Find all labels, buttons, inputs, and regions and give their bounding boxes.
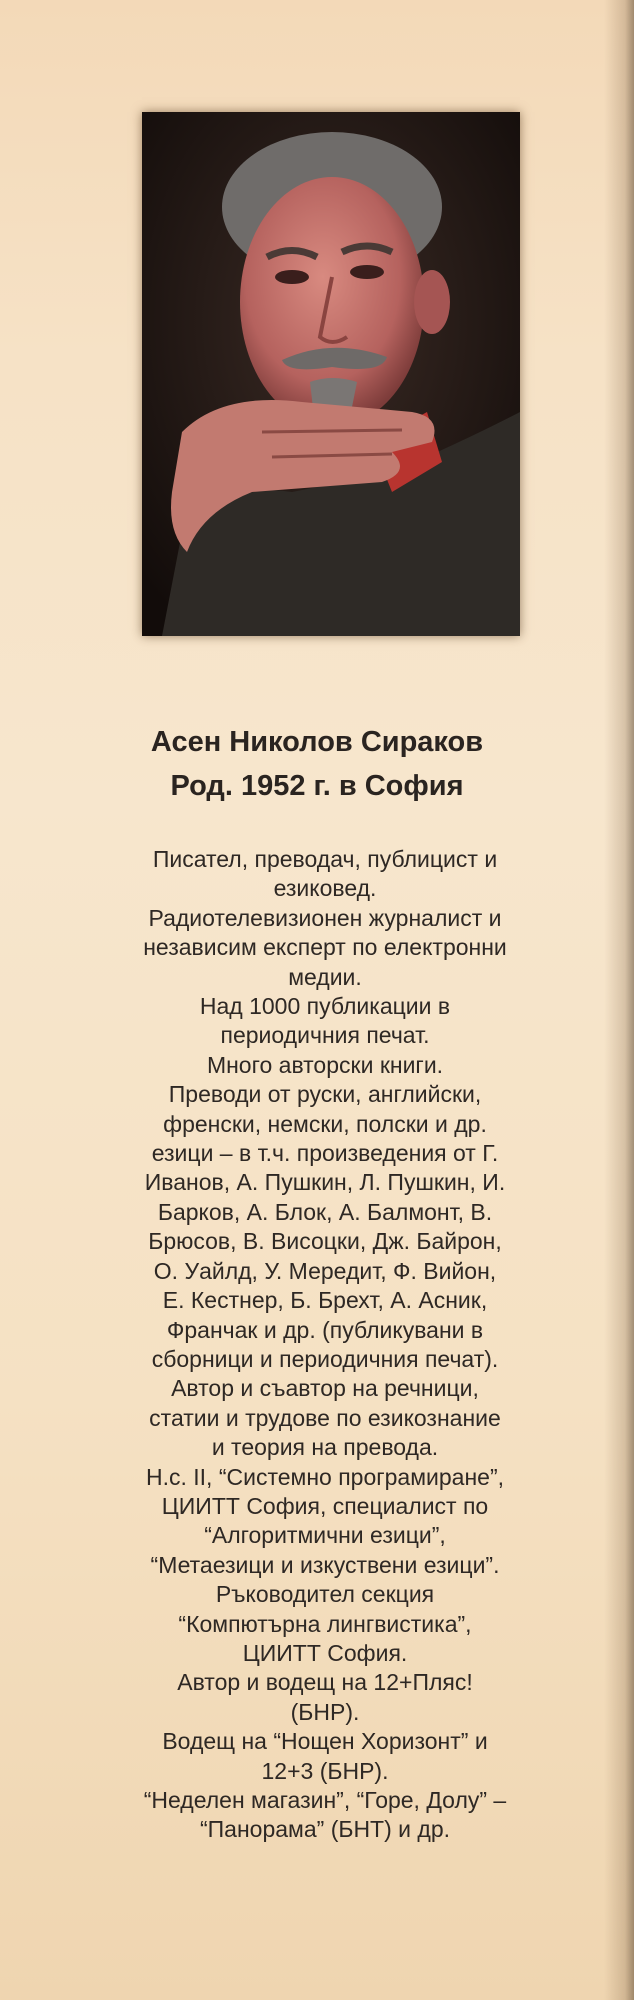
bio-line: “Неделен магазин”, “Горе, Долу” – xyxy=(143,1787,507,1813)
author-birth-info: Род. 1952 г. в София xyxy=(170,770,464,802)
bio-line: Радиотелевизионен журналист и xyxy=(148,904,502,931)
bio-line: “Метаезици и изкуствени езици”. xyxy=(150,1551,500,1578)
author-name: Асен Николов Сираков xyxy=(150,726,484,758)
page-edge-shadow xyxy=(604,0,634,2000)
bio-line: Франчак и др. (публикувани в xyxy=(166,1316,484,1343)
bio-line: езици – в т.ч. произведения от Г. xyxy=(151,1140,499,1167)
bio-line: ЦИИТТ София. xyxy=(242,1639,408,1666)
bio-line: Преводи от руски, английски, xyxy=(168,1081,482,1108)
bio-line: периодичния печат. xyxy=(220,1022,430,1049)
bio-line: (БНР). xyxy=(290,1698,360,1725)
bio-line: “Панорама” (БНТ) и др. xyxy=(199,1816,450,1843)
bio-line: Автор и съавтор на речници, xyxy=(171,1375,479,1402)
bio-line: медии. xyxy=(288,963,362,990)
author-portrait-photo xyxy=(142,112,520,636)
bio-line: Водещ на “Нощен Хоризонт” и xyxy=(162,1728,488,1755)
bio-line: Н.с. II, “Системно програмиране”, xyxy=(145,1463,505,1490)
bio-line: статии и трудове по езикознание xyxy=(149,1404,501,1431)
bio-line: езиковед. xyxy=(273,875,377,902)
bio-line: независим експерт по електронни xyxy=(143,934,507,961)
bio-line: Писател, преводач, публицист и xyxy=(152,846,498,872)
bio-line: О. Уайлд, У. Мередит, Ф. Вийон, xyxy=(153,1257,497,1284)
bio-line: френски, немски, полски и др. xyxy=(163,1110,487,1137)
portrait-image xyxy=(142,112,520,636)
bio-line: сборници и периодичния печат). xyxy=(151,1345,499,1372)
bio-line: ЦИИТТ София, специалист по xyxy=(161,1492,489,1519)
bio-line: 12+3 (БНР). xyxy=(261,1757,389,1784)
bio-line: Много авторски книги. xyxy=(206,1051,444,1078)
bio-line: Барков, А. Блок, А. Балмонт, В. xyxy=(157,1198,493,1225)
bio-line: “Компютърна лингвистика”, xyxy=(178,1610,472,1637)
bio-line: Над 1000 публикации в xyxy=(199,993,451,1020)
bio-line: Иванов, А. Пушкин, Л. Пушкин, И. xyxy=(144,1169,506,1196)
bio-line: Брюсов, В. Висоцки, Дж. Байрон, xyxy=(148,1228,502,1255)
bio-line: “Алгоритмични езици”, xyxy=(204,1522,446,1549)
bio-line: Автор и водещ на 12+Пляс! xyxy=(177,1669,473,1696)
bio-line: и теория на превода. xyxy=(211,1434,439,1461)
author-biography xyxy=(60,845,590,1845)
bio-line: Ръководител секция xyxy=(215,1581,435,1608)
bio-line: Е. Кестнер, Б. Брехт, А. Асник, xyxy=(162,1287,488,1314)
